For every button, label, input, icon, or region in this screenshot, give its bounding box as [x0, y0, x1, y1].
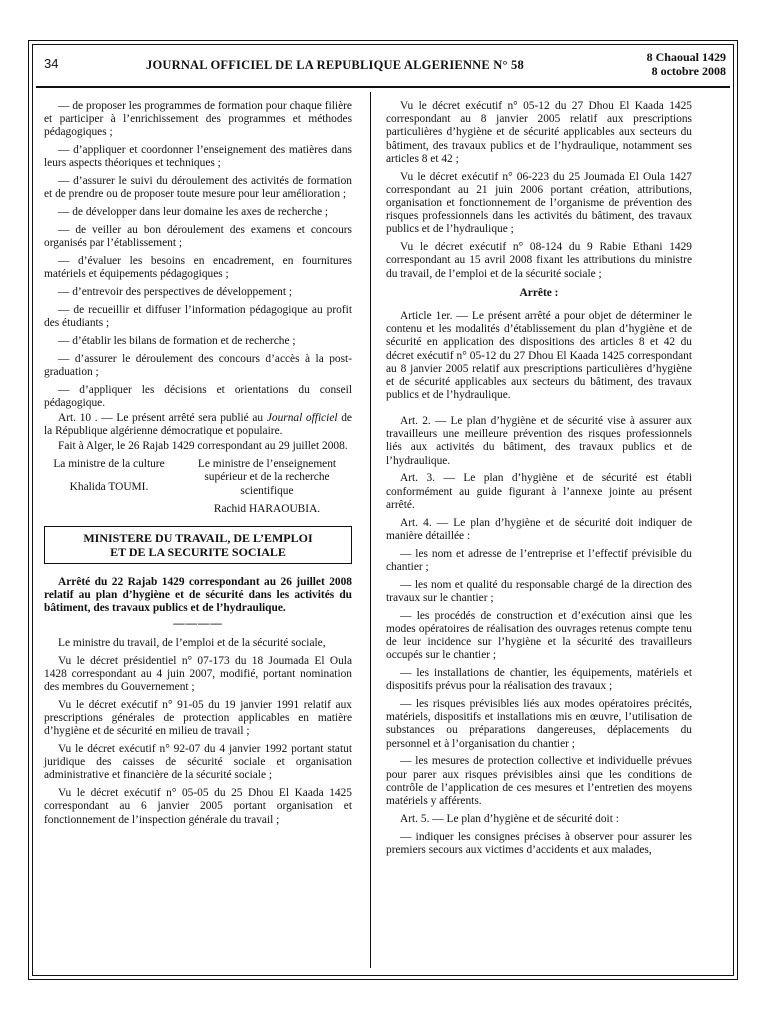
journal-title: JOURNAL OFFICIEL DE LA REPUBLIQUE ALGERIENNE N° 58: [146, 58, 524, 72]
done-at: Fait à Alger, le 26 Rajab 1429 correspondant au 29 juillet 2008.: [58, 440, 348, 453]
list-item: — d’évaluer les besoins en encadrement, en fournitures matériels et équipements pédagogiques ;: [44, 255, 352, 281]
list-item: — de développer dans leur domaine les axes de recherche ;: [58, 206, 329, 219]
article-3: Art. 3. — Le plan d’hygiène et de sécurité est établi conformément au guide figurant à l’annexe jointe au présent arrêté.: [386, 472, 692, 511]
article-2: Art. 2. — Le plan d’hygiène et de sécurité vise à assurer aux travailleurs une meilleure prévention des risques professionnels liés aux activités du bâtiment, des travaux publics et de l’hydraulique.: [386, 415, 692, 467]
article-5: Art. 5. — Le plan d’hygiène et de sécurité doit :: [400, 812, 619, 825]
list-item: — d’assurer le suivi du déroulement des activités de formation et de prendre ou de proposer toute mesure pour leur amélioration ;: [44, 175, 352, 201]
hijri-date: 8 Chaoual 1429: [646, 50, 726, 64]
right-column: [386, 100, 692, 862]
list-item: — d’établir les bilans de formation et de recherche ;: [58, 334, 296, 347]
list-item: — de veiller au bon déroulement des examens et concours organisés par l’établissement ;: [44, 224, 352, 250]
page-header: [36, 48, 730, 84]
separator: ————: [173, 617, 223, 630]
list-item: — les installations de chantier, les équipements, matériels et dispositifs prévus pour la réalisation des travaux ;: [386, 667, 692, 693]
list-item: — les nom et adresse de l’entreprise et l’effectif prévisible du chantier ;: [386, 547, 692, 573]
signature-left: [44, 458, 174, 516]
list-item: — les procédés de construction et d’exécution ainsi que les modes opératoires de réalisation des ouvrages retenus compte tenu de leur incidence sur l’hygiène et la sécurité des travailleurs occupés sur le chantier ;: [386, 609, 692, 662]
issue-date: [647, 50, 726, 78]
signature-left-name: Khalida TOUMI.: [69, 481, 149, 494]
ministry-heading-box: [44, 526, 352, 564]
preamble-item: Vu le décret exécutif n° 06-223 du 25 Joumada El Oula 1427 correspondant au 21 juin 2006 portant création, attributions, organisation et fonctionnement de l’organisme de prévention des risques professionnels dans les activités du bâtiment, des travaux publics et de l’hydraulique ;: [386, 170, 692, 236]
signature-right-title: Le ministre de l’enseignement supérieur et de la recherche scientifique: [197, 458, 337, 497]
page-number: 34: [44, 56, 59, 71]
signature-right-name: Rachid HARAOUBIA.: [213, 502, 321, 515]
article-10-end: de la République algérienne démocratique et populaire.: [44, 412, 352, 438]
list-item: — d’appliquer et coordonner l’enseignement des matières dans leurs aspects théoriques et techniques ;: [44, 144, 352, 170]
list-item: — d’assurer le déroulement des concours d’accès à la post-graduation ;: [44, 352, 352, 378]
preamble-item: Vu le décret exécutif n° 91-05 du 19 janvier 1991 relatif aux prescriptions générales de protection applicables en matière d’hygiène et de sécurité en milieu de travail ;: [44, 698, 352, 738]
article-1: Article 1er. — Le présent arrêté a pour objet de déterminer le contenu et les modalités d’établissement du plan d’hygiène et de sécurité en application des dispositions des articles 8 et 42 du décret exécutif n° 05-12 du 27 Dhou El Kaada 1425 correspondant au 8 janvier 2005 relatif aux prescriptions particulières d’hygiène et de sécurité applicables aux secteurs du bâtiment, des travaux publics et de l’hydraulique.: [386, 310, 692, 402]
preamble-item: Vu le décret exécutif n° 08-124 du 9 Rabie Ethani 1429 correspondant au 15 avril 2008 fixant les attributions du ministre du travail, de l’emploi et de la sécurité sociale ;: [386, 241, 692, 280]
ministry-line-1: MINISTERE DU TRAVAIL, DE L’EMPLOI: [83, 531, 313, 546]
preamble-item: Le ministre du travail, de l’emploi et de la sécurité sociale,: [58, 636, 326, 649]
list-item: — d’appliquer les décisions et orientations du conseil pédagogique.: [44, 383, 352, 409]
signature-left-title: La ministre de la culture: [53, 458, 165, 471]
preamble-item: Vu le décret présidentiel n° 07-173 du 18 Joumada El Oula 1428 correspondant au 4 juin 2007, modifié, portant nomination des membres du Gouvernement ;: [44, 654, 352, 694]
column-divider: [370, 92, 371, 968]
decree-title: Arrêté du 22 Rajab 1429 correspondant au 26 juillet 2008 relatif au plan d’hygiène et de sécurité dans les activités du bâtiment, des travaux publics et de l’hydraulique.: [44, 576, 352, 615]
article-10-start: Art. 10 . — Le présent arrêté sera publié au: [58, 412, 267, 424]
left-column: [44, 100, 352, 831]
journal-officiel-italic: Journal officiel: [266, 412, 338, 424]
list-item: — de recueillir et diffuser l’information pédagogique au profit des étudiants ;: [44, 303, 352, 329]
signatures: [44, 458, 352, 516]
header-rule: [36, 86, 730, 88]
list-item: — les nom et qualité du responsable chargé de la direction des travaux sur le chantier ;: [386, 578, 692, 604]
list-item: — de proposer les programmes de formation pour chaque filière et participer à l’enrichissement des programmes et méthodes pédagogiques ;: [44, 100, 352, 139]
preamble-item: Vu le décret exécutif n° 05-05 du 25 Dhou El Kaada 1425 correspondant au 6 janvier 2005 portant organisation et fonctionnement de l’inspection générale du travail ;: [44, 787, 352, 826]
ministry-line-2: ET DE LA SECURITE SOCIALE: [110, 545, 286, 560]
list-item: — indiquer les consignes précises à observer pour assurer les premiers secours aux victimes d’accidents et aux malades,: [386, 830, 692, 856]
signature-right: [182, 458, 352, 516]
list-item: — les mesures de protection collective et individuelle prévues pour parer aux risques prévisibles ainsi que les conditions de contrôle de l’application de ces mesures et l’entretien des moyens matériels y afférents.: [386, 755, 692, 808]
list-item: — d’entrevoir des perspectives de développement ;: [58, 286, 293, 298]
arrete-heading: Arrête :: [519, 286, 559, 299]
gregorian-date: 8 octobre 2008: [651, 64, 726, 78]
preamble-item: Vu le décret exécutif n° 92-07 du 4 janvier 1992 portant statut juridique des caisses de sécurité sociale et organisation administrative et financière de la sécurité sociale ;: [44, 743, 352, 782]
preamble-item: Vu le décret exécutif n° 05-12 du 27 Dhou El Kaada 1425 correspondant au 8 janvier 2005 relatif aux prescriptions particulières d’hygiène et de sécurité applicables aux secteurs du bâtiment, des travaux publics et de l’hydraulique, notamment ses articles 8 et 42 ;: [386, 100, 692, 165]
article-4: Art. 4. — Le plan d’hygiène et de sécurité doit indiquer de manière détaillée :: [386, 516, 692, 542]
article-10: [44, 412, 352, 438]
list-item: — les risques prévisibles liés aux modes opératoires précités, matériels, dispositifs et installations mis en œuvre, l’utilisation de substances ou préparations dangereuses, déplacements du personnel et à l’organisation du chantier ;: [386, 698, 692, 750]
